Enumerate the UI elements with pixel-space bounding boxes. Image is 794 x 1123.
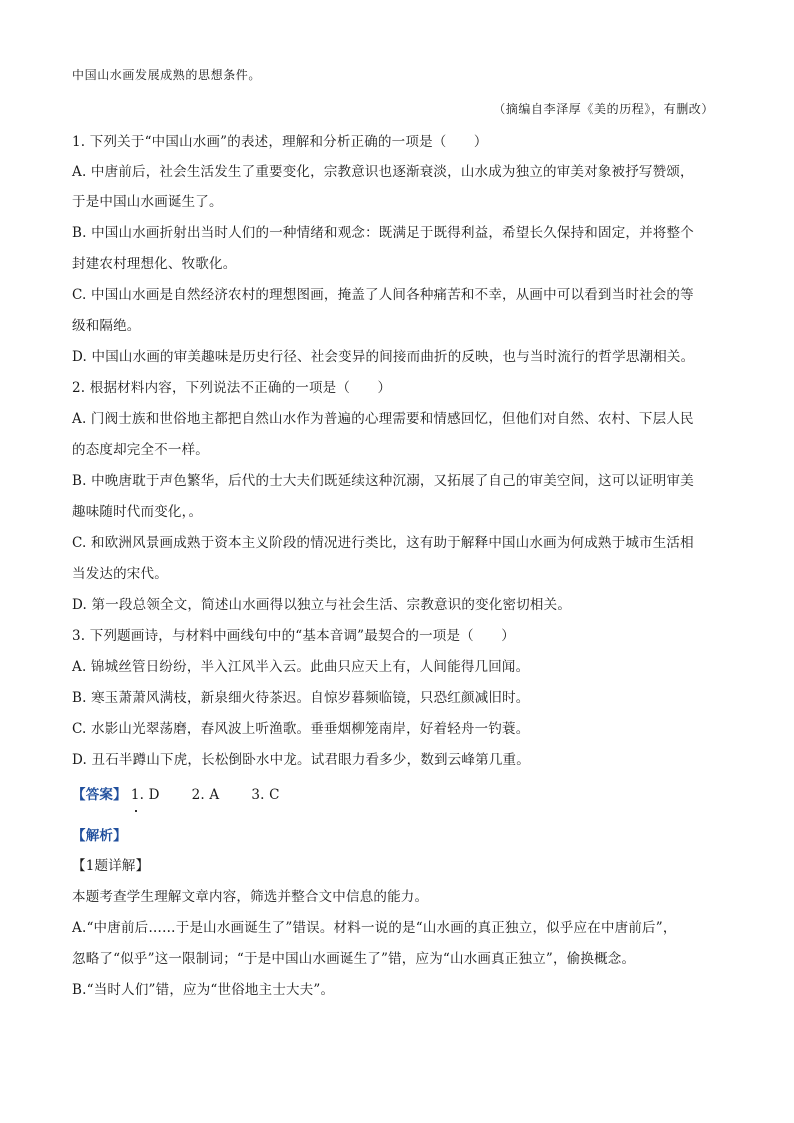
q1-stem: 1. 下列关于“中国山水画”的表述，理解和分析正确的一项是（ ） <box>72 134 488 150</box>
q1-option-b-line1: B. 中国山水画折射出当时人们的一种情绪和观念：既满足于既得利益，希望长久保持和固定，并将整个 <box>72 225 694 241</box>
q1-option-b-line2: 封建农村理想化、牧歌化。 <box>72 256 237 272</box>
q1-option-c-line1: C. 中国山水画是自然经济农村的理想图画，掩盖了人间各种痛苦和不幸，从画中可以看到当时社会的等 <box>72 287 694 303</box>
q3-option-b: B. 寒玉萧萧风满枝，新泉细火待茶迟。自惊岁暮频临镜，只恐红颜减旧时。 <box>72 690 530 706</box>
q2-option-a-line1: A. 门阀士族和世俗地主都把自然山水作为普遍的心理需要和情感回忆，但他们对自然、农村、下层人民 <box>72 411 694 427</box>
source-citation: （摘编自李泽厚《美的历程》，有删改） <box>493 102 714 116</box>
q1-option-a-line2: 于是中国山水画诞生了。 <box>72 194 223 210</box>
answer-item-2: 2. A <box>191 787 220 803</box>
analysis-paragraph-1: 本题考查学生理解文章内容，筛选并整合文中信息的能力。 <box>72 889 429 905</box>
q2-option-d: D. 第一段总领全文，简述山水画得以独立与社会生活、宗教意识的变化密切相关。 <box>72 597 572 613</box>
q1-option-a-line1: A. 中唐前后，社会生活发生了重要变化，宗教意识也逐渐衰淡，山水成为独立的审美对象被抒写赞颂， <box>72 164 694 180</box>
detail-label: 【1题详解】 <box>72 858 150 874</box>
answer-line <box>72 786 280 804</box>
q3-option-c: C. 水影山光翠荡磨，春风波上听渔歌。垂垂烟柳笼南岸，好着轻舟一钓蓑。 <box>72 721 530 737</box>
intro-line: 中国山水画发展成熟的思想条件。 <box>72 68 262 82</box>
q2-option-c-line2: 当发达的宋代。 <box>72 566 168 582</box>
q1-option-d: D. 中国山水画的审美趣味是历史行径、社会变异的间接而曲折的反映，也与当时流行的哲学思潮相关。 <box>72 349 695 365</box>
stray-dot <box>135 810 137 812</box>
answer-item-3: 3. C <box>251 787 280 803</box>
q2-option-b-line1: B. 中晚唐耽于声色繁华，后代的士大夫们既延续这种沉溺，又拓展了自己的审美空间，这可以证明审美 <box>72 473 694 489</box>
q3-option-a: A. 锦城丝管日纷纷，半入江风半入云。此曲只应天上有，人间能得几回闻。 <box>72 659 530 675</box>
answer-label: 【答案】 <box>72 787 127 803</box>
q2-option-a-line2: 的态度却完全不一样。 <box>72 442 209 458</box>
q2-option-c-line1: C. 和欧洲风景画成熟于资本主义阶段的情况进行类比，这有助于解释中国山水画为何成熟于城市生活相 <box>72 535 694 551</box>
q3-option-d: D. 丑石半蹲山下虎，长松倒卧水中龙。试君眼力看多少，数到云峰第几重。 <box>72 752 530 768</box>
analysis-paragraph-3: 忽略了“似乎”这一限制词；“于是中国山水画诞生了”错，应为“山水画真正独立”，偷换概念。 <box>72 951 636 967</box>
analysis-label: 【解析】 <box>72 828 127 844</box>
answer-item-1: 1. D <box>130 787 160 803</box>
analysis-paragraph-4: B.“当时人们”错，应为“世俗地主士大夫”。 <box>72 982 335 998</box>
q1-option-c-line2: 级和隔绝。 <box>72 318 141 334</box>
q3-stem: 3. 下列题画诗，与材料中画线句中的“基本音调”最契合的一项是（ ） <box>72 628 515 644</box>
analysis-paragraph-2: A.“中唐前后……于是山水画诞生了”错误。材料一说的是“山水画的真正独立，似乎应在中唐前后”， <box>72 920 677 936</box>
q2-option-b-line2: 趣味随时代而变化，。 <box>72 504 203 520</box>
q2-stem: 2. 根据材料内容，下列说法不正确的一项是（ ） <box>72 380 392 396</box>
